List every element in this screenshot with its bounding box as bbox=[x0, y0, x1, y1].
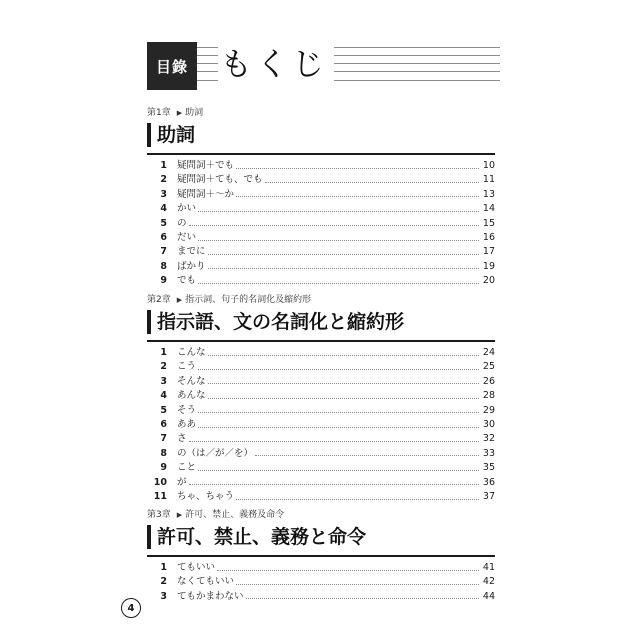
leader-dots bbox=[198, 412, 479, 413]
entry-page: 20 bbox=[482, 275, 495, 287]
entry-page: 26 bbox=[482, 375, 495, 387]
leader-dots bbox=[198, 427, 479, 428]
chapter-number: 第3章 bbox=[147, 510, 171, 520]
leader-dots bbox=[236, 196, 479, 197]
toc-entry[interactable] bbox=[147, 476, 495, 490]
entry-page: 13 bbox=[482, 188, 495, 200]
entry-number: 11 bbox=[153, 490, 167, 502]
chapter-1 bbox=[147, 107, 495, 289]
leader-dots bbox=[189, 441, 479, 442]
chapter-subtitle: 許可、禁止、義務及命令 bbox=[185, 510, 285, 520]
entry-page: 25 bbox=[482, 361, 495, 373]
entry-page: 42 bbox=[482, 576, 495, 588]
entry-title: が bbox=[177, 476, 187, 488]
entry-page: 30 bbox=[482, 418, 495, 430]
contents-badge: 目錄 bbox=[147, 42, 197, 90]
entry-page: 41 bbox=[482, 562, 495, 573]
triangle-icon: ▶ bbox=[176, 511, 183, 519]
entry-title: 疑問詞＋でも bbox=[177, 160, 235, 171]
leader-dots bbox=[208, 383, 479, 384]
toc-entry[interactable] bbox=[147, 389, 495, 403]
toc-entry[interactable] bbox=[147, 590, 495, 604]
toc-entry[interactable] bbox=[147, 173, 495, 187]
toc-entry[interactable] bbox=[147, 231, 495, 245]
page-title: もくじ bbox=[218, 44, 334, 84]
chapter-subtitle: 助詞 bbox=[185, 108, 204, 118]
toc-entry[interactable] bbox=[147, 360, 495, 374]
entry-number: 7 bbox=[160, 246, 167, 258]
entry-number: 3 bbox=[160, 375, 167, 387]
leader-dots bbox=[236, 499, 479, 500]
entry-page: 28 bbox=[482, 390, 495, 402]
entry-title: だい bbox=[177, 231, 197, 243]
leader-dots bbox=[198, 470, 479, 471]
toc-entry[interactable] bbox=[147, 432, 495, 446]
entry-page: 10 bbox=[482, 160, 495, 171]
leader-dots bbox=[236, 584, 479, 585]
entry-number: 4 bbox=[160, 390, 167, 402]
chapter-rule bbox=[147, 153, 495, 155]
chapter-title: 指示語、文の名詞化と縮約形 bbox=[147, 310, 495, 334]
entry-number: 8 bbox=[160, 260, 167, 272]
entry-title: こと bbox=[177, 462, 197, 474]
entry-title: そう bbox=[177, 404, 197, 416]
entry-number: 7 bbox=[160, 433, 167, 445]
chapter-3 bbox=[147, 509, 495, 604]
entry-title: ばかり bbox=[177, 260, 206, 272]
entry-title: さ bbox=[177, 433, 187, 445]
toc-entry[interactable] bbox=[147, 461, 495, 475]
entry-page: 15 bbox=[482, 217, 495, 229]
entry-number: 1 bbox=[160, 160, 167, 171]
entry-title: 疑問詞＋〜か bbox=[177, 188, 235, 200]
entry-page: 19 bbox=[482, 260, 495, 272]
leader-dots bbox=[265, 182, 479, 183]
leader-dots bbox=[198, 240, 479, 241]
leader-dots bbox=[255, 455, 479, 456]
entry-title: なくてもいい bbox=[177, 576, 235, 588]
entry-number: 3 bbox=[160, 188, 167, 200]
entry-number: 9 bbox=[160, 275, 167, 287]
chapter-rule bbox=[147, 340, 495, 342]
leader-dots bbox=[208, 268, 479, 269]
toc-entry[interactable] bbox=[147, 346, 495, 360]
entry-page: 17 bbox=[482, 246, 495, 258]
toc-entry[interactable] bbox=[147, 561, 495, 575]
entry-number: 2 bbox=[160, 361, 167, 373]
chapter-rule bbox=[147, 555, 495, 557]
leader-dots bbox=[189, 225, 479, 226]
entry-title: の（は／が／を） bbox=[177, 447, 254, 459]
toc-entry[interactable] bbox=[147, 490, 495, 504]
chapter-label bbox=[147, 107, 495, 119]
entry-page: 29 bbox=[482, 404, 495, 416]
entry-title: あんな bbox=[177, 390, 206, 402]
entry-number: 9 bbox=[160, 462, 167, 474]
chapter-label bbox=[147, 294, 495, 306]
entry-page: 36 bbox=[482, 476, 495, 488]
entry-title: こんな bbox=[177, 347, 206, 358]
leader-dots bbox=[208, 254, 479, 255]
chapter-title: 許可、禁止、義務と命令 bbox=[147, 525, 495, 549]
leader-dots bbox=[198, 369, 479, 370]
toc-entry[interactable] bbox=[147, 575, 495, 589]
entry-title: こう bbox=[177, 361, 197, 373]
toc-entry[interactable] bbox=[147, 245, 495, 259]
entry-page: 37 bbox=[482, 490, 495, 502]
entry-number: 6 bbox=[160, 418, 167, 430]
entry-title: でも bbox=[177, 275, 197, 287]
entry-number: 1 bbox=[160, 562, 167, 573]
leader-dots bbox=[198, 211, 479, 212]
entry-title: そんな bbox=[177, 375, 206, 387]
chapter-subtitle: 指示詞、句子的名詞化及縮約形 bbox=[185, 295, 312, 305]
triangle-icon: ▶ bbox=[176, 296, 183, 304]
chapter-title: 助詞 bbox=[147, 123, 495, 147]
leader-dots bbox=[189, 484, 479, 485]
entry-title: ちゃ、ちゃう bbox=[177, 490, 235, 502]
toc-entry[interactable] bbox=[147, 447, 495, 461]
leader-dots bbox=[198, 283, 479, 284]
toc-entry[interactable] bbox=[147, 188, 495, 202]
toc-list bbox=[147, 561, 495, 604]
toc-entry[interactable] bbox=[147, 375, 495, 389]
entry-title: てもかまわない bbox=[177, 590, 244, 602]
entry-page: 44 bbox=[482, 590, 495, 602]
entry-title: 疑問詞＋ても、でも bbox=[177, 174, 263, 186]
leader-dots bbox=[246, 598, 479, 599]
page-number: 4 bbox=[121, 598, 141, 618]
chapter-number: 第2章 bbox=[147, 295, 171, 305]
entry-number: 8 bbox=[160, 447, 167, 459]
entry-title: までに bbox=[177, 246, 206, 258]
toc-entry[interactable] bbox=[147, 404, 495, 418]
entry-title: かい bbox=[177, 203, 197, 215]
chapter-number: 第1章 bbox=[147, 108, 171, 118]
entry-number: 10 bbox=[153, 476, 167, 488]
entry-page: 24 bbox=[482, 347, 495, 358]
toc-entry[interactable] bbox=[147, 274, 495, 288]
toc-entry[interactable] bbox=[147, 418, 495, 432]
leader-dots bbox=[208, 355, 479, 356]
entry-title: てもいい bbox=[177, 562, 216, 573]
leader-dots bbox=[217, 570, 479, 571]
entry-number: 2 bbox=[160, 576, 167, 588]
entry-number: 6 bbox=[160, 231, 167, 243]
leader-dots bbox=[208, 398, 479, 399]
entry-number: 5 bbox=[160, 404, 167, 416]
entry-page: 16 bbox=[482, 231, 495, 243]
chapter-2 bbox=[147, 294, 495, 504]
entry-number: 2 bbox=[160, 174, 167, 186]
entry-number: 1 bbox=[160, 347, 167, 358]
entry-page: 33 bbox=[482, 447, 495, 459]
entry-page: 11 bbox=[482, 174, 495, 186]
entry-page: 35 bbox=[482, 462, 495, 474]
toc-entry[interactable] bbox=[147, 202, 495, 216]
triangle-icon: ▶ bbox=[176, 109, 183, 117]
entry-number: 5 bbox=[160, 217, 167, 229]
entry-number: 4 bbox=[160, 203, 167, 215]
leader-dots bbox=[236, 168, 479, 169]
toc-list bbox=[147, 159, 495, 289]
chapter-label bbox=[147, 509, 495, 521]
entry-page: 32 bbox=[482, 433, 495, 445]
entry-title: の bbox=[177, 217, 187, 229]
entry-page: 14 bbox=[482, 203, 495, 215]
entry-title: ああ bbox=[177, 418, 197, 430]
toc-list bbox=[147, 346, 495, 504]
entry-number: 3 bbox=[160, 590, 167, 602]
toc-entry[interactable] bbox=[147, 217, 495, 231]
toc-entry[interactable] bbox=[147, 159, 495, 173]
toc-entry[interactable] bbox=[147, 260, 495, 274]
